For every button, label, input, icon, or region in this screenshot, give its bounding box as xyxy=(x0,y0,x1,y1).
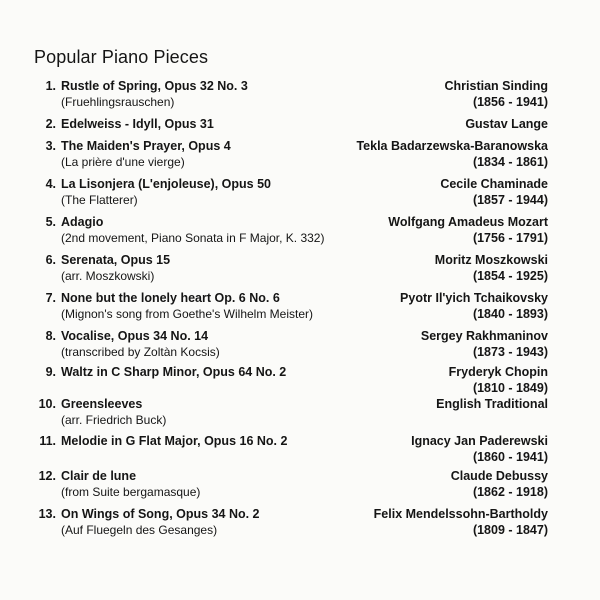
composer-info xyxy=(308,328,548,360)
track-title: Vocalise, Opus 34 No. 14 xyxy=(61,329,209,343)
track-subtitle: (arr. Friedrich Buck) xyxy=(61,413,167,427)
composer-name: Cecile Chaminade xyxy=(440,177,548,191)
composer-name: English Traditional xyxy=(436,397,548,411)
composer-info xyxy=(308,252,548,284)
track-subtitle: (from Suite bergamasque) xyxy=(61,485,201,499)
track-number: 7. xyxy=(45,291,56,305)
track-subtitle: (La prière d'une vierge) xyxy=(61,155,185,169)
track-title: None but the lonely heart Op. 6 No. 6 xyxy=(61,291,280,305)
track-subtitle: (Fruehlingsrauschen) xyxy=(61,95,175,109)
track-title: Greensleeves xyxy=(61,397,143,411)
track-subtitle: (The Flatterer) xyxy=(61,193,138,207)
track-title: Clair de lune xyxy=(61,469,137,483)
composer-dates: (1856 - 1941) xyxy=(472,95,548,109)
track-subtitle: (Auf Fluegeln des Gesanges) xyxy=(61,523,218,537)
track-title: Adagio xyxy=(61,215,104,229)
composer-info xyxy=(308,214,548,246)
track-title: La Lisonjera (L'enjoleuse), Opus 50 xyxy=(61,177,271,191)
track-number: 3. xyxy=(45,139,56,153)
track-subtitle: (arr. Moszkowski) xyxy=(61,269,155,283)
composer-info xyxy=(308,468,548,500)
track-title: The Maiden's Prayer, Opus 4 xyxy=(61,139,231,153)
composer-name: Felix Mendelssohn-Bartholdy xyxy=(373,507,548,521)
track-subtitle: (Mignon's song from Goethe's Wilhelm Meister) xyxy=(61,307,313,321)
track-number: 5. xyxy=(45,215,56,229)
track-title: Rustle of Spring, Opus 32 No. 3 xyxy=(61,79,248,93)
composer-dates: (1862 - 1918) xyxy=(472,485,548,499)
track-title: On Wings of Song, Opus 34 No. 2 xyxy=(61,507,260,521)
composer-dates: (1756 - 1791) xyxy=(472,231,548,245)
composer-dates: (1873 - 1943) xyxy=(472,345,548,359)
composer-info xyxy=(308,116,548,132)
composer-name: Sergey Rakhmaninov xyxy=(420,329,548,343)
composer-info xyxy=(308,396,548,412)
composer-dates: (1840 - 1893) xyxy=(472,307,548,321)
track-title: Edelweiss - Idyll, Opus 31 xyxy=(61,117,214,131)
composer-dates: (1809 - 1847) xyxy=(472,523,548,537)
composer-info xyxy=(308,138,548,170)
composer-name: Tekla Badarzewska-Baranowska xyxy=(356,139,548,153)
track-number: 6. xyxy=(45,253,56,267)
track-number: 9. xyxy=(45,365,56,379)
composer-info xyxy=(308,433,548,465)
composer-info xyxy=(308,78,548,110)
track-number: 12. xyxy=(38,469,56,483)
composer-name: Fryderyk Chopin xyxy=(448,365,548,379)
track-number: 4. xyxy=(45,177,56,191)
composer-name: Moritz Moszkowski xyxy=(434,253,548,267)
composer-name: Christian Sinding xyxy=(444,79,548,93)
composer-name: Ignacy Jan Paderewski xyxy=(411,434,548,448)
composer-dates: (1834 - 1861) xyxy=(472,155,548,169)
track-title: Serenata, Opus 15 xyxy=(61,253,171,267)
composer-name: Gustav Lange xyxy=(465,117,548,131)
composer-info xyxy=(308,506,548,538)
composer-dates: (1810 - 1849) xyxy=(472,381,548,395)
track-title: Waltz in C Sharp Minor, Opus 64 No. 2 xyxy=(61,365,287,379)
track-number: 11. xyxy=(39,434,56,448)
page-title: Popular Piano Pieces xyxy=(34,47,209,67)
composer-dates: (1860 - 1941) xyxy=(472,450,548,464)
composer-dates: (1857 - 1944) xyxy=(472,193,548,207)
composer-info xyxy=(308,176,548,208)
track-number: 1. xyxy=(45,79,56,93)
composer-info xyxy=(308,290,548,322)
track-subtitle: (transcribed by Zoltàn Kocsis) xyxy=(61,345,220,359)
track-number: 2. xyxy=(45,117,56,131)
composer-name: Claude Debussy xyxy=(450,469,548,483)
composer-dates: (1854 - 1925) xyxy=(472,269,548,283)
track-title: Melodie in G Flat Major, Opus 16 No. 2 xyxy=(61,434,288,448)
track-number: 13. xyxy=(38,507,56,521)
track-number: 10. xyxy=(38,397,56,411)
track-number: 8. xyxy=(45,329,56,343)
track-subtitle: (2nd movement, Piano Sonata in F Major, K. 332) xyxy=(61,231,325,245)
composer-info xyxy=(308,364,548,396)
composer-name: Pyotr Il'yich Tchaikovsky xyxy=(400,291,548,305)
composer-name: Wolfgang Amadeus Mozart xyxy=(388,215,548,229)
